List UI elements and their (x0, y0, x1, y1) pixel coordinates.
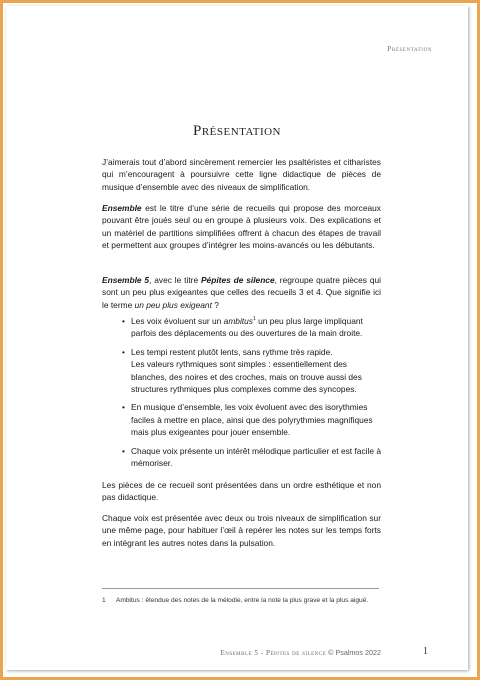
ambitus-term: ambitus (223, 316, 253, 326)
volume-name: Ensemble 5 (102, 275, 150, 285)
footer-copyright: © Psalmos 2022 (328, 648, 381, 657)
page (6, 6, 468, 670)
page-footer (102, 648, 381, 657)
list-item-text: un peu plus large impliquant parfois des déplacements ou des ouvertures de la main droite. (131, 316, 363, 339)
paragraph-thanks: J’aimerais tout d’abord sincèrement remercier les psaltéristes et citharistes qui m’encouragent à poursuivre cette ligne didactique de pièces de musique d’ensemble avec des niveaux de simplification. (102, 157, 381, 192)
list-item (122, 346, 381, 396)
bullet-icon: • (122, 402, 125, 413)
bullet-list (122, 315, 381, 475)
bullet-icon: • (122, 346, 125, 357)
footnote (102, 596, 381, 605)
list-item-text: Les valeurs rythmiques sont simples : essentiellement des blanches, des noires et des croches, mais on trouve aussi des structures rythmiques plus complexes comme des syncopes. (131, 359, 362, 395)
paragraph-order: Les pièces de ce recueil sont présentées dans un ordre esthétique et non pas didactique. (102, 480, 381, 503)
footnote-divider (102, 588, 379, 589)
paragraph-ensemble-5 (102, 274, 381, 311)
list-item (122, 445, 381, 470)
paragraph-text: , regroupe quatre pièces qui sont un peu plus exigeantes que celles des recueils 3 et 4. Que signifie ici le terme (102, 275, 381, 310)
footer-title: Ensemble 5 - Pépites de silence (220, 649, 327, 657)
list-item (122, 315, 381, 340)
list-item (122, 401, 381, 438)
paragraph-ensemble-series (102, 202, 381, 252)
paragraph-levels: Chaque voix est présentée avec deux ou trois niveaux de simplification sur une même page, pour habituer l’œil à repérer les notes sur les temps forts en intégrant les autres notes dans la pulsation. (102, 513, 381, 548)
paragraph-text: , avec le titre (149, 275, 201, 285)
footnote-number: 1 (102, 597, 106, 604)
footnote-ref: 1 (252, 316, 256, 323)
list-item-text: Les voix évoluent sur un (131, 316, 224, 326)
emphasized-term: un peu plus exigeant (134, 299, 212, 310)
list-item-text: Les tempi restent plutôt lents, sans rythme très rapide. (131, 346, 333, 357)
running-head: Présentation (387, 44, 432, 53)
paragraph-text: est le titre d’une série de recueils qui propose des morceaux pouvant être joués seul ou en groupe à plusieurs voix. Des explications et un matériel de partitions simplifiées offrent à chacun des étapes de travail et permettent aux groupes d’intégrer les moins-avancés ou les débutants. (102, 203, 381, 251)
series-name: Ensemble (102, 203, 142, 213)
page-title: Présentation (192, 123, 281, 139)
paragraph-text: ? (211, 299, 219, 310)
footnote-text: Ambitus : étendue des notes de la mélodie, entre la note la plus grave et la plus aiguë. (116, 597, 369, 604)
list-item-text: En musique d’ensemble, les voix évoluent avec des isorythmies faciles à mettre en place, ainsi que des polyrythmies magnifiques mais plus exigeantes pour jouer ensemble. (131, 402, 373, 438)
bullet-icon: • (122, 316, 125, 326)
bullet-icon: • (122, 445, 125, 456)
page-number: 1 (423, 646, 428, 657)
list-item-text: Chaque voix présente un intérêt mélodique particulier et est facile à mémoriser. (131, 445, 381, 469)
volume-title: Pépites de silence (200, 275, 275, 285)
